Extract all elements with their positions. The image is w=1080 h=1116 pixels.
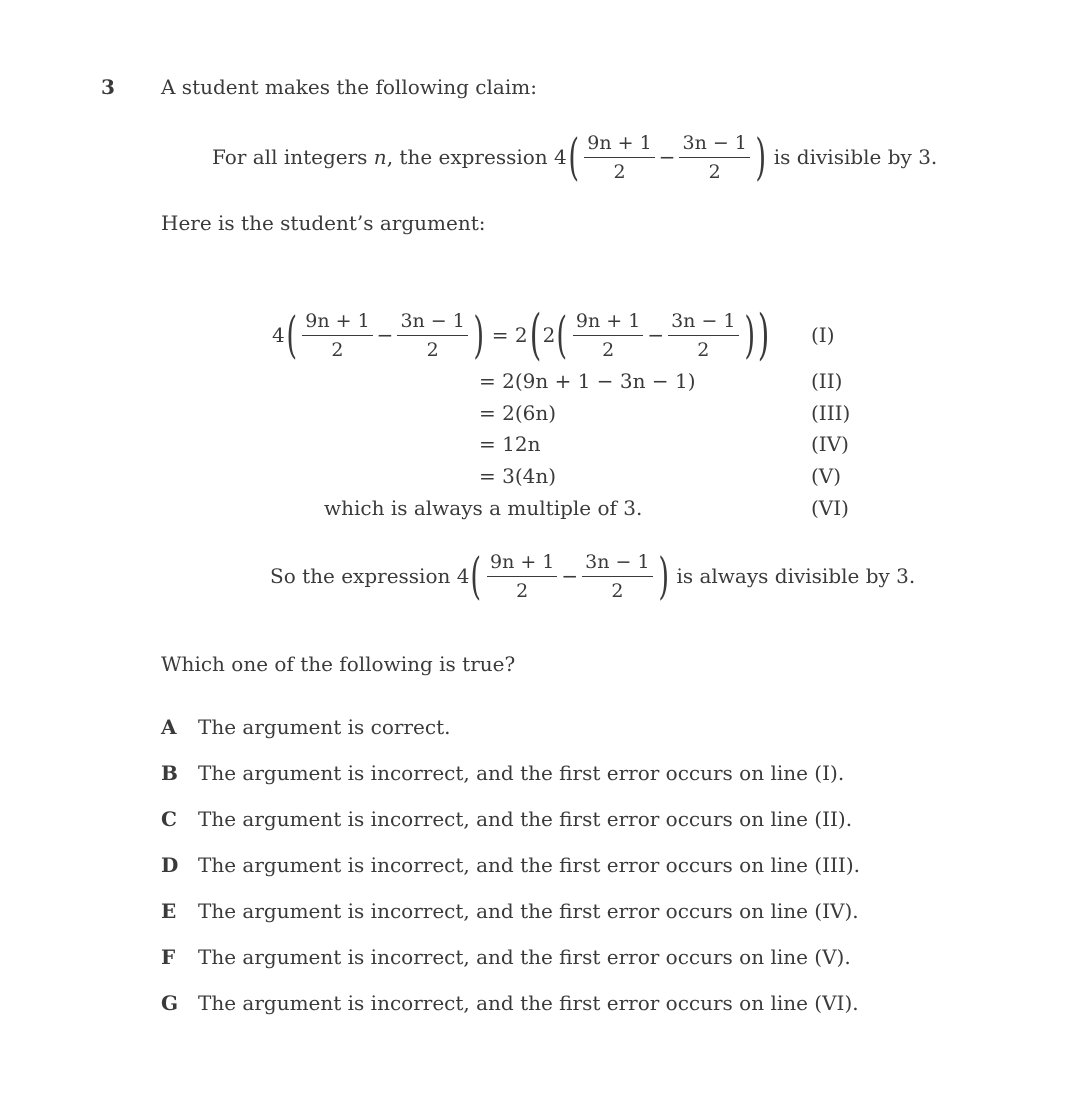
option-letter: C [161, 807, 177, 831]
line-label-3: (III) [811, 401, 851, 425]
question-intro: A student makes the following claim: [161, 75, 537, 99]
fraction-denominator: 2 [602, 338, 615, 361]
fraction-denominator: 2 [613, 160, 626, 183]
fraction-denominator: 2 [426, 338, 439, 361]
fraction-numerator: 3n − 1 [668, 310, 738, 336]
fraction [302, 310, 372, 361]
fraction-numerator: 9n + 1 [584, 132, 654, 158]
option-text: The argument is correct. [198, 715, 451, 739]
minus-sign: − [376, 323, 394, 347]
fraction-numerator: 3n − 1 [582, 551, 652, 577]
fraction-numerator: 3n − 1 [397, 310, 467, 336]
option-text: The argument is incorrect, and the first error occurs on line (VI). [198, 991, 859, 1015]
option-c[interactable] [161, 807, 852, 831]
fraction-numerator: 9n + 1 [573, 310, 643, 336]
option-e[interactable] [161, 899, 859, 923]
minus-sign: − [647, 323, 665, 347]
conclusion-line [270, 547, 915, 605]
option-letter: E [161, 899, 177, 923]
minus-sign: − [658, 145, 676, 169]
conclusion-prefix: So the expression [270, 564, 451, 588]
line-label-5: (V) [811, 464, 842, 488]
option-letter: D [161, 853, 179, 877]
fraction [487, 551, 557, 602]
left-paren: ( [556, 306, 568, 364]
question-prompt: Which one of the following is true? [161, 652, 516, 676]
option-g[interactable] [161, 991, 859, 1015]
option-letter: A [161, 715, 177, 739]
option-text: The argument is incorrect, and the first error occurs on line (I). [198, 761, 845, 785]
fraction-denominator: 2 [708, 160, 721, 183]
right-paren: ) [755, 128, 767, 186]
fraction-numerator: 3n − 1 [679, 132, 749, 158]
claim-prefix: For all integers [212, 145, 368, 169]
option-letter: G [161, 991, 179, 1015]
option-letter: B [161, 761, 178, 785]
line1-inner-coefficient: 2 [542, 323, 556, 347]
conclusion-suffix: is always divisible by 3. [676, 564, 916, 588]
option-d[interactable] [161, 853, 860, 877]
option-letter: F [161, 945, 176, 969]
claim-line [212, 128, 937, 186]
line1-coefficient: 4 [272, 323, 285, 347]
option-a[interactable] [161, 715, 450, 739]
left-paren: ( [568, 128, 579, 186]
line-label-4: (IV) [811, 432, 849, 456]
fraction-denominator: 2 [697, 338, 710, 361]
fraction-denominator: 2 [331, 338, 344, 361]
option-text: The argument is incorrect, and the first error occurs on line (II). [198, 807, 853, 831]
minus-sign: − [561, 564, 579, 588]
fraction-numerator: 9n + 1 [487, 551, 557, 577]
fraction-numerator: 9n + 1 [302, 310, 372, 336]
claim-variable: n [373, 145, 387, 169]
fraction-denominator: 2 [611, 579, 624, 602]
line-label-1: (I) [811, 323, 835, 347]
fraction [573, 310, 643, 361]
fraction [582, 551, 652, 602]
fraction [584, 132, 654, 183]
option-text: The argument is incorrect, and the first error occurs on line (V). [198, 945, 851, 969]
line1-rhs: = 2 [491, 323, 528, 347]
option-b[interactable] [161, 761, 844, 785]
claim-middle: , the expression [386, 145, 548, 169]
fraction-denominator: 2 [516, 579, 529, 602]
argument-line-4: = 12n [479, 432, 541, 456]
right-paren: ) [657, 547, 669, 605]
claim-suffix: is divisible by 3. [773, 145, 938, 169]
line-label-2: (II) [811, 369, 843, 393]
question-number: 3 [101, 75, 115, 99]
fraction [397, 310, 467, 361]
fraction [679, 132, 749, 183]
right-paren: ) [743, 306, 755, 364]
left-paren: ( [529, 303, 541, 366]
left-paren: ( [470, 547, 482, 605]
argument-line-2: = 2(9n + 1 − 3n − 1) [479, 369, 696, 393]
argument-line-3: = 2(6n) [479, 401, 557, 425]
line-label-6: (VI) [811, 496, 849, 520]
left-paren: ( [286, 306, 297, 364]
option-f[interactable] [161, 945, 851, 969]
argument-line-1 [272, 303, 771, 366]
argument-line-6: which is always a multiple of 3. [324, 496, 643, 520]
option-text: The argument is incorrect, and the first error occurs on line (III). [198, 853, 860, 877]
fraction [668, 310, 738, 361]
option-text: The argument is incorrect, and the first error occurs on line (IV). [198, 899, 859, 923]
argument-intro: Here is the student’s argument: [161, 211, 486, 235]
right-paren: ) [473, 306, 484, 364]
right-paren: ) [757, 303, 770, 366]
conclusion-coefficient: 4 [456, 564, 470, 588]
argument-line-5: = 3(4n) [479, 464, 557, 488]
claim-coefficient: 4 [554, 145, 567, 169]
